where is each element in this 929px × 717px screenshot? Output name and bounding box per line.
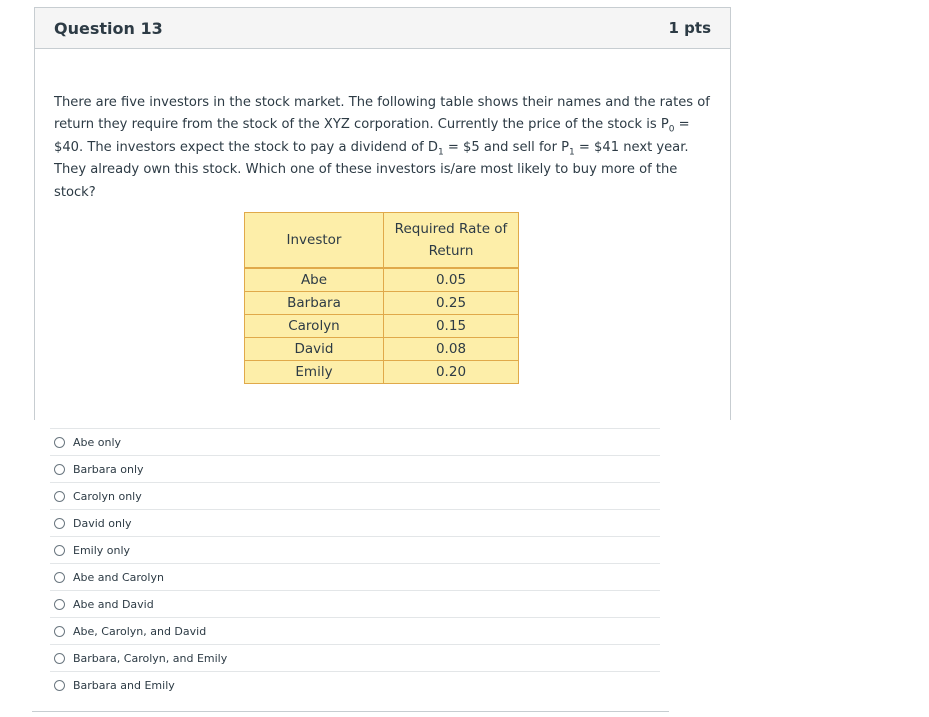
answer-option-barbara-and-emily[interactable] <box>50 671 660 698</box>
required-rate: 0.08 <box>384 338 519 361</box>
answer-option-david-only[interactable] <box>50 509 660 536</box>
table-header-row <box>245 213 519 269</box>
investor-name: David <box>245 338 384 361</box>
investor-name: Abe <box>245 268 384 292</box>
table-row <box>245 268 519 292</box>
table-row <box>245 361 519 384</box>
answer-label[interactable]: Barbara and Emily <box>73 678 175 692</box>
question-text-part-2: = $40. The investors expect the stock to pay a dividend of D <box>54 117 690 155</box>
question-title: Question 13 <box>54 18 163 38</box>
answer-label[interactable]: Abe and David <box>73 597 154 611</box>
answer-option-abe-only[interactable] <box>50 428 660 455</box>
answer-option-abe-carolyn-david[interactable] <box>50 617 660 644</box>
subscript-d1: 1 <box>437 147 444 158</box>
question-text <box>54 92 714 204</box>
subscript-p0: 0 <box>668 125 675 136</box>
header-rate-line-1: Required Rate of <box>394 221 508 237</box>
answer-label[interactable]: Emily only <box>73 543 131 557</box>
header-investor: Investor <box>245 213 384 269</box>
question-text-part-4: = $41 next year. They already own this stock. Which one of these investors is/are most likely to buy more of the stock? <box>54 139 689 200</box>
answer-option-abe-and-carolyn[interactable] <box>50 563 660 590</box>
radio-button-icon[interactable] <box>54 626 65 637</box>
answer-option-barbara-only[interactable] <box>50 455 660 482</box>
answer-label[interactable]: Carolyn only <box>73 489 142 503</box>
radio-button-icon[interactable] <box>54 572 65 583</box>
required-rate: 0.05 <box>384 268 519 292</box>
question-points: 1 pts <box>668 19 711 37</box>
answer-label[interactable]: David only <box>73 516 132 530</box>
answer-label[interactable]: Abe, Carolyn, and David <box>73 624 207 638</box>
question-header <box>35 8 730 49</box>
answer-label[interactable]: Abe and Carolyn <box>73 570 164 584</box>
radio-button-icon[interactable] <box>54 599 65 610</box>
required-rate: 0.15 <box>384 315 519 338</box>
radio-button-icon[interactable] <box>54 464 65 475</box>
investor-name: Carolyn <box>245 315 384 338</box>
answer-label[interactable]: Barbara only <box>73 462 144 476</box>
table-row <box>245 315 519 338</box>
investor-name: Barbara <box>245 292 384 315</box>
answer-list <box>50 428 660 698</box>
required-rate: 0.25 <box>384 292 519 315</box>
radio-button-icon[interactable] <box>54 680 65 691</box>
answer-option-abe-and-david[interactable] <box>50 590 660 617</box>
header-rate-line-2: Return <box>428 243 474 259</box>
question-text-part-3: = $5 and sell for P <box>443 139 570 155</box>
required-rate: 0.20 <box>384 361 519 384</box>
radio-button-icon[interactable] <box>54 653 65 664</box>
answer-label[interactable]: Barbara, Carolyn, and Emily <box>73 651 228 665</box>
bottom-divider <box>32 711 669 712</box>
answer-label[interactable]: Abe only <box>73 435 122 449</box>
investor-rates-table <box>244 212 519 384</box>
answer-option-carolyn-only[interactable] <box>50 482 660 509</box>
radio-button-icon[interactable] <box>54 518 65 529</box>
table-row <box>245 292 519 315</box>
radio-button-icon[interactable] <box>54 545 65 556</box>
answer-option-emily-only[interactable] <box>50 536 660 563</box>
radio-button-icon[interactable] <box>54 437 65 448</box>
question-text-part-1: There are five investors in the stock market. The following table shows their names and the rates of return they require from the stock of the XYZ corporation. Currently the price of the stock is P <box>54 95 710 133</box>
answer-option-barbara-carolyn-emily[interactable] <box>50 644 660 671</box>
table-row <box>245 338 519 361</box>
investor-name: Emily <box>245 361 384 384</box>
subscript-p1: 1 <box>569 147 575 158</box>
header-required-rate <box>384 213 519 269</box>
radio-button-icon[interactable] <box>54 491 65 502</box>
